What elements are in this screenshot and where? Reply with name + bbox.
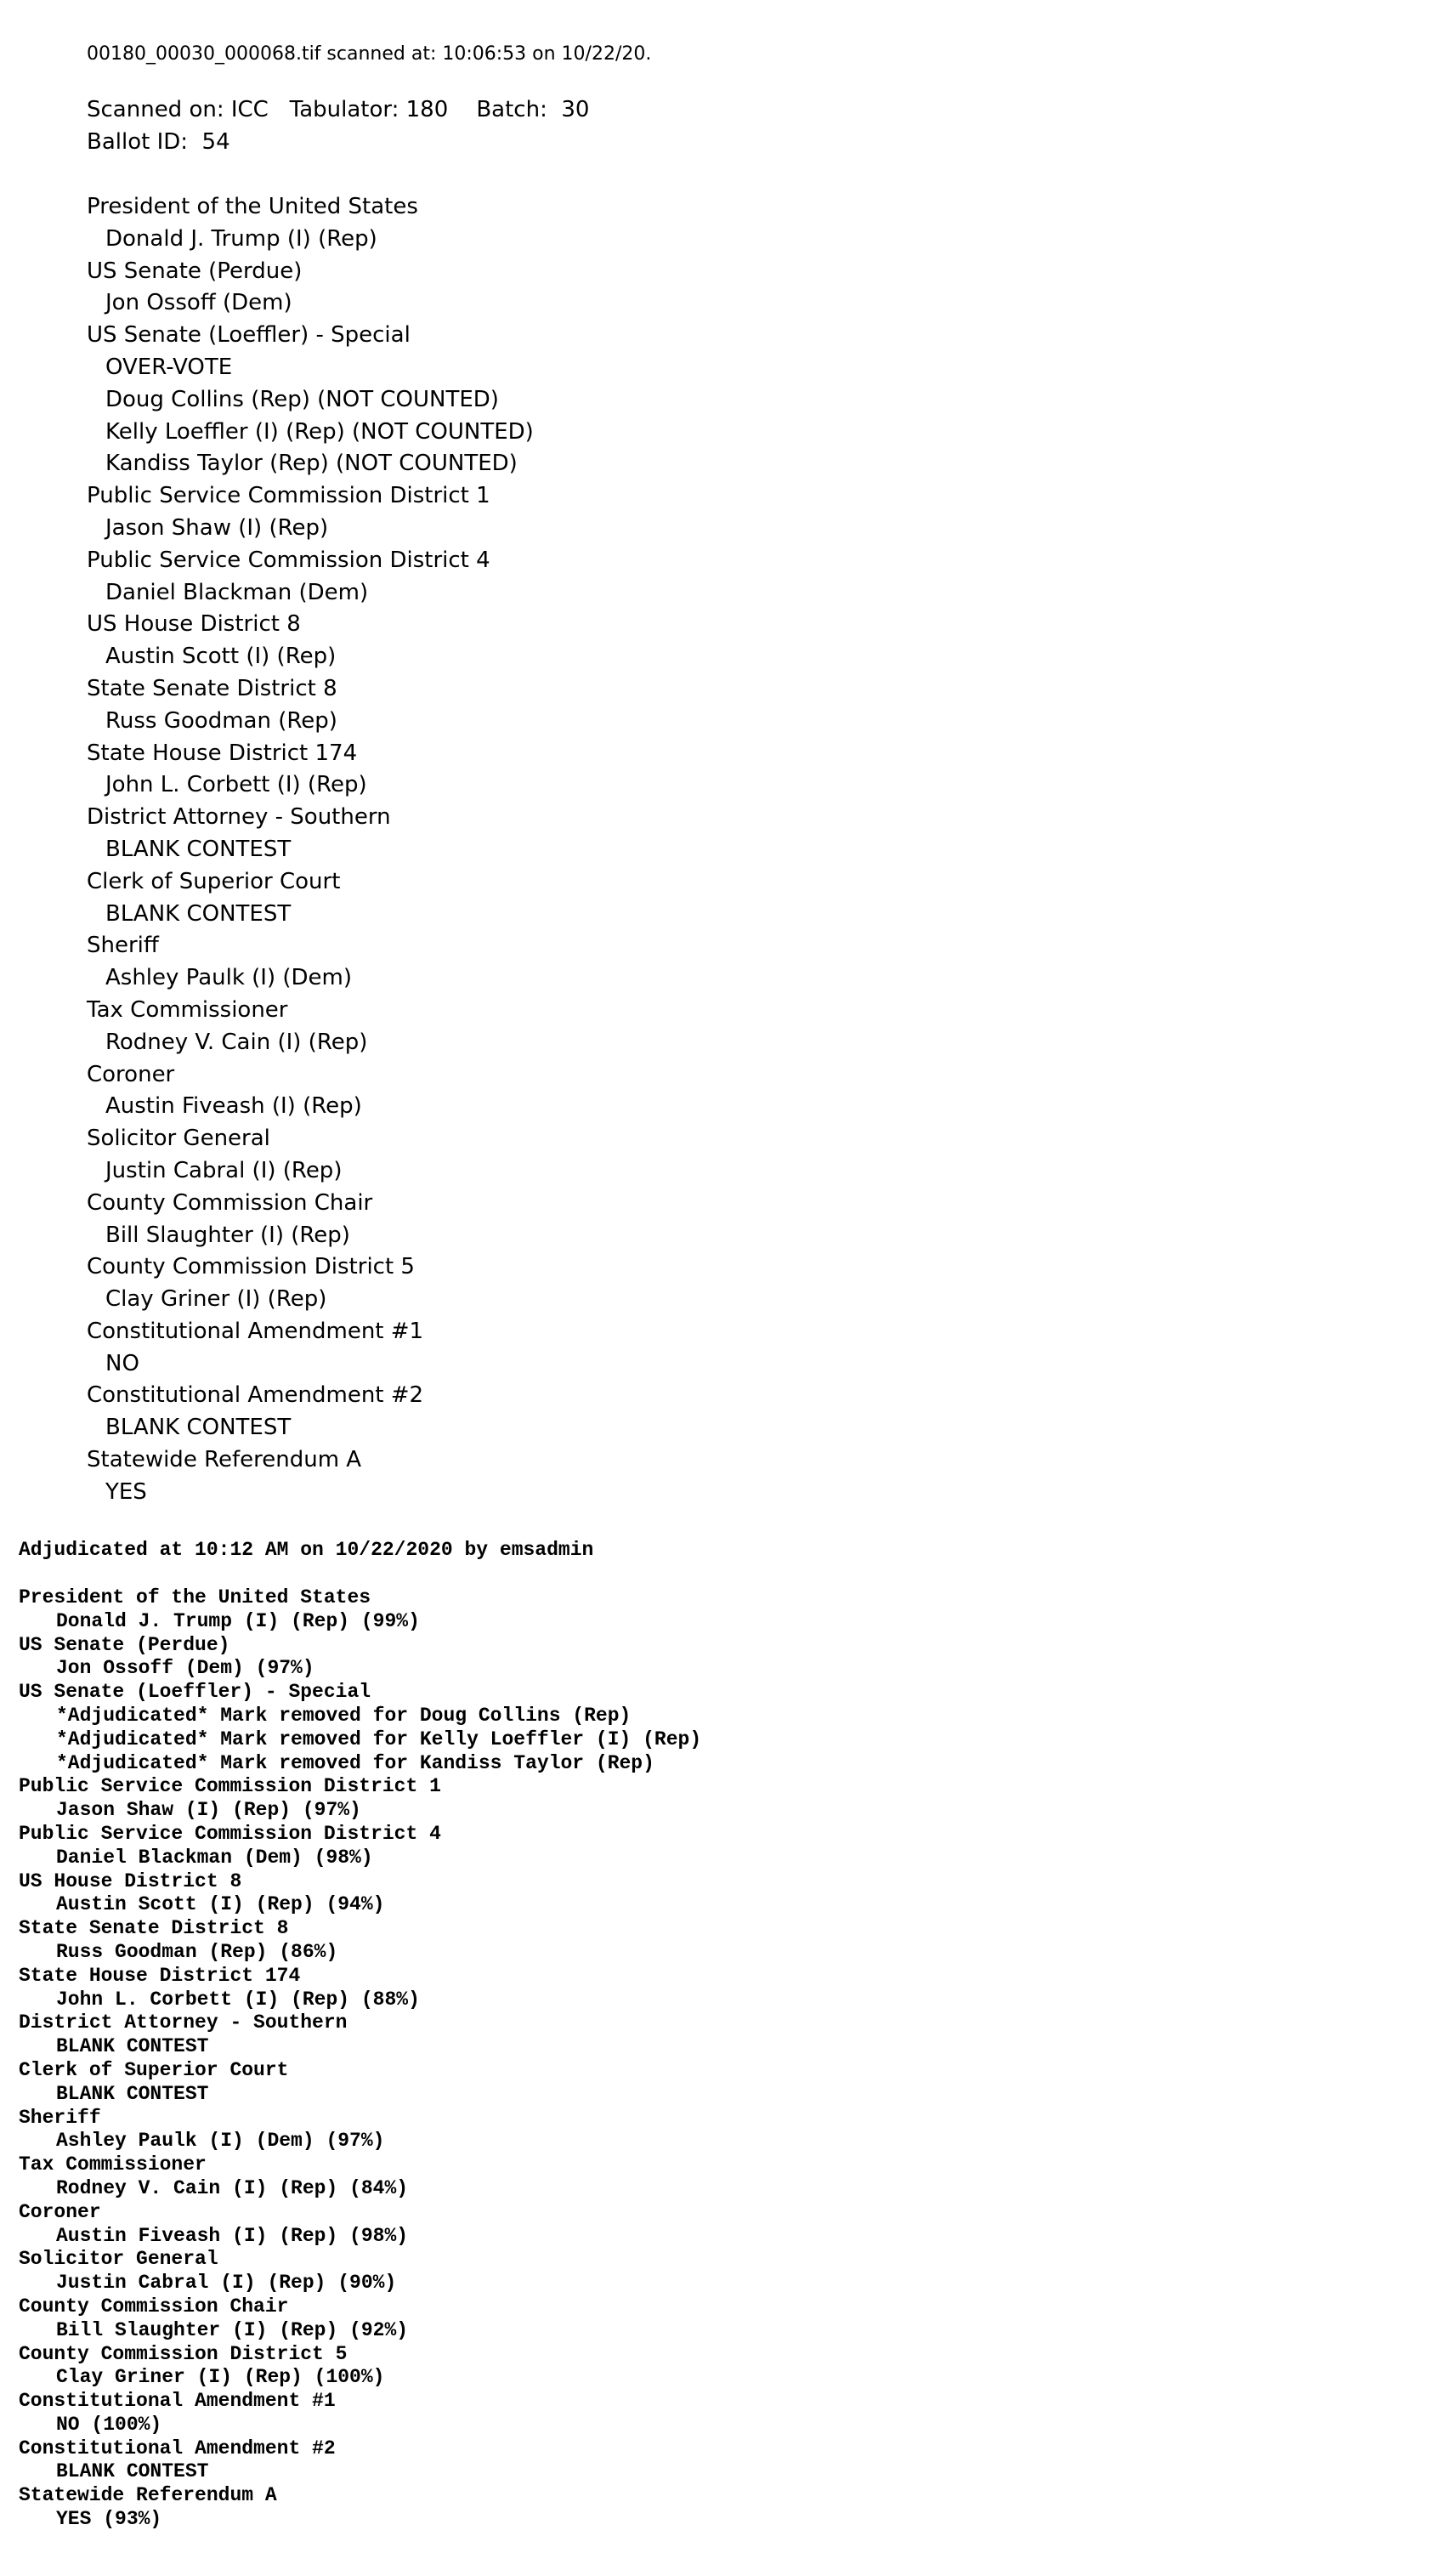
contest-choice: NO (105, 1350, 139, 1376)
contest-choice: John L. Corbett (I) (Rep) (105, 772, 367, 798)
contest-choice: YES (105, 1478, 147, 1505)
contest-choice: Justin Cabral (I) (Rep) (90%) (56, 2272, 397, 2295)
contest-name: Sheriff (87, 933, 159, 959)
scan-meta-line: Scanned on: ICC Tabulator: 180 Batch: 30 (87, 97, 590, 122)
contest-choice: BLANK CONTEST (105, 836, 292, 862)
contest-choice: *Adjudicated* Mark removed for Kandiss Taylor (Rep) (56, 1751, 654, 1774)
contest-name: State House District 174 (19, 1964, 301, 1987)
contest-name: Sheriff (19, 2106, 101, 2129)
contest-choice: Rodney V. Cain (I) (Rep) (84%) (56, 2176, 409, 2199)
contest-choice: BLANK CONTEST (56, 2082, 209, 2105)
contest-name: President of the United States (87, 194, 418, 219)
contest-name: Tax Commissioner (19, 2153, 207, 2176)
contest-choice: Daniel Blackman (Dem) (105, 579, 369, 605)
contest-choice: Clay Griner (I) (Rep) (105, 1286, 327, 1313)
contest-name: Public Service Commission District 1 (87, 483, 490, 509)
contest-choice: Austin Scott (I) (Rep) (94%) (56, 1893, 385, 1916)
contest-choice: Kelly Loeffler (I) (Rep) (NOT COUNTED) (105, 418, 534, 445)
contest-name: US Senate (Loeffler) - Special (87, 322, 411, 349)
contest-choice: BLANK CONTEST (56, 2460, 209, 2483)
contest-choice: NO (100%) (56, 2413, 162, 2436)
contest-choice: BLANK CONTEST (105, 1415, 292, 1441)
contest-name: Coroner (19, 2200, 101, 2223)
contest-name: Coroner (87, 1061, 175, 1087)
contest-choice: BLANK CONTEST (56, 2035, 209, 2058)
contest-choice: Doug Collins (Rep) (NOT COUNTED) (105, 386, 499, 412)
scan-meta (87, 94, 589, 158)
contest-choice: Ashley Paulk (I) (Dem) (97%) (56, 2130, 385, 2153)
contest-name: Solicitor General (87, 1126, 270, 1152)
contest-choice: Daniel Blackman (Dem) (98%) (56, 1846, 373, 1869)
contest-name: County Commission Chair (87, 1189, 373, 1216)
contest-name: Clerk of Superior Court (87, 868, 341, 894)
contest-choice: Ashley Paulk (I) (Dem) (105, 965, 352, 991)
contest-name: Constitutional Amendment #2 (19, 2437, 336, 2459)
contest-name: Statewide Referendum A (19, 2484, 277, 2507)
contest-name: Public Service Commission District 1 (19, 1775, 441, 1798)
contest-choice: YES (93%) (56, 2508, 162, 2531)
contest-name: County Commission Chair (19, 2295, 289, 2318)
contest-name: State Senate District 8 (87, 675, 337, 701)
contest-name: Constitutional Amendment #1 (87, 1318, 424, 1344)
contest-choice: Austin Fiveash (I) (Rep) (98%) (56, 2224, 409, 2247)
contest-name: President of the United States (19, 1586, 371, 1608)
contest-choice: Clay Griner (I) (Rep) (100%) (56, 2366, 385, 2389)
contest-choice: Kandiss Taylor (Rep) (NOT COUNTED) (105, 451, 518, 477)
contest-name: Constitutional Amendment #2 (87, 1382, 424, 1409)
contest-choice: Russ Goodman (Rep) (86%) (56, 1940, 338, 1963)
contest-choice: Justin Cabral (I) (Rep) (105, 1157, 343, 1183)
contest-choice: BLANK CONTEST (105, 900, 292, 927)
contest-choice: Jason Shaw (I) (Rep) (105, 514, 329, 541)
contest-name: Tax Commissioner (87, 996, 288, 1023)
contest-choice: Austin Fiveash (I) (Rep) (105, 1093, 362, 1120)
ballot-contest-list (87, 191, 534, 1509)
contest-choice: Bill Slaughter (I) (Rep) (92%) (56, 2318, 409, 2341)
contest-name: US Senate (Perdue) (19, 1633, 230, 1656)
contest-name: State Senate District 8 (19, 1917, 289, 1940)
contest-choice: Jon Ossoff (Dem) (97%) (56, 1657, 314, 1680)
ballot-id-line: Ballot ID: 54 (87, 129, 230, 155)
contest-name: Public Service Commission District 4 (87, 547, 490, 573)
contest-name: County Commission District 5 (87, 1254, 415, 1280)
contest-name: Clerk of Superior Court (19, 2058, 289, 2081)
scan-header: 00180_00030_000068.tif scanned at: 10:06:53 on 10/22/20. (87, 43, 652, 65)
contest-choice: Russ Goodman (Rep) (105, 707, 337, 734)
contest-choice: Rodney V. Cain (I) (Rep) (105, 1029, 368, 1055)
adjudication-contest-list (19, 1586, 701, 2532)
contest-choice: OVER-VOTE (105, 354, 233, 380)
contest-choice: *Adjudicated* Mark removed for Doug Collins (Rep) (56, 1704, 632, 1727)
contest-choice: Jon Ossoff (Dem) (105, 290, 292, 316)
contest-choice: Austin Scott (I) (Rep) (105, 644, 337, 670)
contest-choice: Donald J. Trump (I) (Rep) (105, 225, 377, 252)
contest-name: US House District 8 (87, 611, 301, 638)
contest-name: Public Service Commission District 4 (19, 1822, 441, 1845)
contest-name: US Senate (Loeffler) - Special (19, 1681, 371, 1704)
contest-choice: *Adjudicated* Mark removed for Kelly Loeffler (I) (Rep) (56, 1728, 702, 1750)
contest-name: State House District 174 (87, 740, 358, 766)
contest-name: County Commission District 5 (19, 2342, 348, 2365)
contest-name: Statewide Referendum A (87, 1447, 362, 1473)
contest-name: Constitutional Amendment #1 (19, 2390, 336, 2413)
contest-name: District Attorney - Southern (19, 2011, 348, 2034)
adjudication-header: Adjudicated at 10:12 AM on 10/22/2020 by emsadmin (19, 1539, 594, 1561)
contest-choice: Jason Shaw (I) (Rep) (97%) (56, 1799, 361, 1822)
contest-name: District Attorney - Southern (87, 804, 391, 831)
contest-name: US House District 8 (19, 1869, 242, 1892)
contest-choice: John L. Corbett (I) (Rep) (88%) (56, 1988, 420, 2011)
contest-name: US Senate (Perdue) (87, 258, 303, 284)
contest-name: Solicitor General (19, 2248, 218, 2271)
contest-choice: Donald J. Trump (I) (Rep) (99%) (56, 1609, 420, 1632)
contest-choice: Bill Slaughter (I) (Rep) (105, 1222, 350, 1248)
